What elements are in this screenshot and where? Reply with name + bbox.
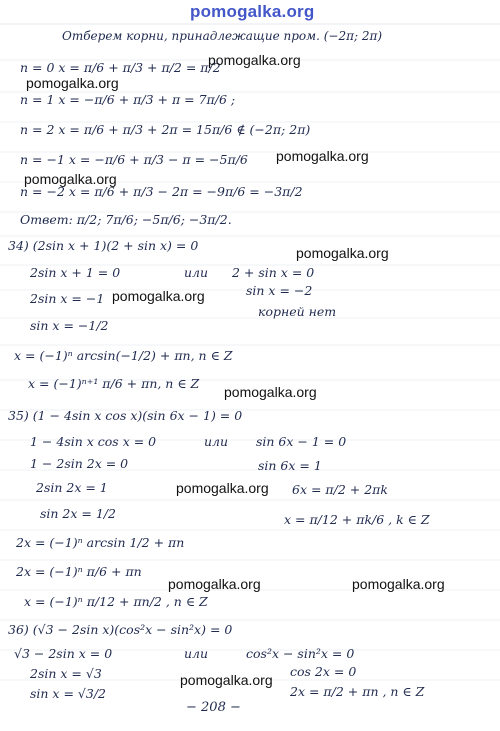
p35-general-solution: 2x = (−1)ⁿ arcsin 1/2 + πn (16, 535, 185, 550)
watermark: pomogalka.org (224, 384, 317, 400)
problem-35-equation: 35) (1 − 4sin x cos x)(sin 6x − 1) = 0 (8, 408, 243, 423)
watermark: pomogalka.org (296, 245, 389, 261)
p36-step2b: cos 2x = 0 (290, 664, 357, 679)
root-n1: n = 1 x = −π/6 + π/3 + π = 7π/6 ; (20, 92, 236, 107)
p35-or: или (204, 434, 229, 449)
watermark: pomogalka.org (208, 52, 301, 68)
watermark: pomogalka.org (180, 672, 273, 688)
p36-case1: √3 − 2sin x = 0 (14, 646, 113, 661)
p35-step5: 2x = (−1)ⁿ π/6 + πn (16, 564, 142, 579)
p34-step2a: 2sin x = −1 (30, 291, 105, 306)
root-n2: n = 2 x = π/6 + π/3 + 2π = 15π/6 ∉ (−2π; 2π) (20, 122, 311, 137)
p34-case1: 2sin x + 1 = 0 (30, 265, 121, 280)
p34-case2: 2 + sin x = 0 (232, 265, 315, 280)
p34-no-roots: корней нет (258, 304, 337, 319)
watermark: pomogalka.org (276, 148, 369, 164)
page-number: − 208 − (186, 700, 241, 715)
root-n-minus2: n = −2 x = π/6 + π/3 − 2π = −9π/6 = −3π/2 (20, 184, 303, 199)
p35-answer-b: x = π/12 + πk/6 , k ∈ Z (284, 512, 430, 527)
p34-or: или (184, 265, 209, 280)
site-title[interactable]: pomogalka.org (190, 2, 315, 21)
p35-step3b: 6x = π/2 + 2πk (292, 482, 388, 497)
problem-34-equation: 34) (2sin x + 1)(2 + sin x) = 0 (8, 238, 199, 253)
p35-case1: 1 − 4sin x cos x = 0 (30, 434, 157, 449)
p36-answer-b: 2x = π/2 + πn , n ∈ Z (290, 684, 425, 699)
p35-step2a: 1 − 2sin 2x = 0 (30, 456, 129, 471)
root-n0: n = 0 x = π/6 + π/3 + π/2 = π/2 (20, 60, 221, 75)
p34-answer: x = (−1)ⁿ⁺¹ π/6 + πn, n ∈ Z (28, 376, 200, 391)
p36-step3a: sin x = √3/2 (30, 686, 106, 701)
watermark: pomogalka.org (352, 576, 445, 592)
roots-selection-heading: Отберем корни, принадлежащие пром. (−2π; 2π) (62, 29, 383, 43)
p35-answer-a: x = (−1)ⁿ π/12 + πn/2 , n ∈ Z (24, 594, 208, 609)
p36-step2a: 2sin x = √3 (30, 666, 102, 681)
p36-case2: cos²x − sin²x = 0 (246, 646, 355, 661)
watermark: pomogalka.org (26, 75, 119, 91)
p34-general-solution: x = (−1)ⁿ arcsin(−1/2) + πn, n ∈ Z (14, 348, 233, 363)
p36-or: или (184, 646, 209, 661)
problem-36-equation: 36) (√3 − 2sin x)(cos²x − sin²x) = 0 (8, 622, 233, 637)
p35-step2b: sin 6x = 1 (258, 458, 322, 473)
watermark: pomogalka.org (24, 171, 117, 187)
p35-step4a: sin 2x = 1/2 (40, 506, 116, 521)
p35-case2: sin 6x − 1 = 0 (256, 434, 347, 449)
answer-33: Ответ: π/2; 7π/6; −5π/6; −3π/2. (20, 212, 232, 227)
p34-step3a: sin x = −1/2 (30, 318, 109, 333)
root-n-minus1: n = −1 x = −π/6 + π/3 − π = −5π/6 (20, 152, 248, 167)
p34-step2b: sin x = −2 (246, 283, 313, 298)
watermark: pomogalka.org (168, 576, 261, 592)
watermark: pomogalka.org (112, 288, 205, 304)
p35-step3a: 2sin 2x = 1 (36, 480, 108, 495)
watermark: pomogalka.org (176, 480, 269, 496)
